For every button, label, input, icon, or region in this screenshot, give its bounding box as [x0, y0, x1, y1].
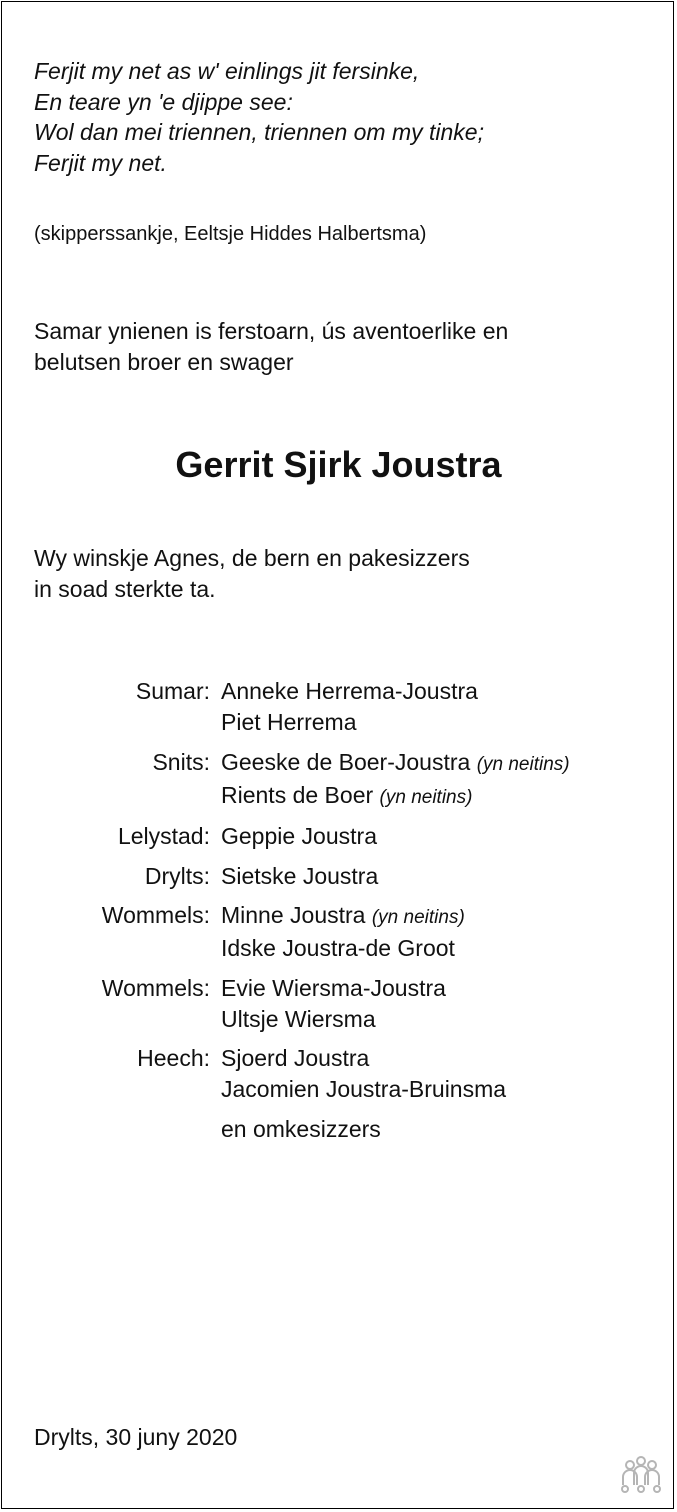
family-place: Wommels: — [101, 974, 210, 1001]
family-group — [0, 973, 677, 1035]
family-members — [221, 1043, 506, 1105]
member-name: Geeske de Boer-Joustra — [221, 748, 471, 775]
poem — [34, 56, 484, 178]
condolence-line: in soad sterkte ta. — [34, 576, 216, 602]
family-group — [0, 747, 677, 813]
place-date: Drylts, 30 juny 2020 — [34, 1424, 238, 1450]
people-group-icon — [617, 1455, 665, 1495]
family-member — [221, 821, 377, 852]
family-place: Sumar: — [135, 678, 210, 704]
family-members — [221, 676, 478, 738]
family-member — [221, 1004, 446, 1035]
condolence-text — [34, 543, 470, 605]
member-name: Minne Joustra — [221, 902, 366, 928]
poem-line: En teare yn 'e djippe see: — [34, 88, 293, 115]
poem-attribution: (skipperssankje, Eeltsje Hiddes Halbertsma) — [34, 223, 427, 245]
family-members — [221, 900, 465, 964]
member-note: (yn neitins) — [371, 907, 465, 928]
intro-text — [34, 316, 508, 378]
family-place: Wommels: — [101, 902, 210, 928]
poem-line: Wol dan mei triennen, triennen om my tinke; — [34, 119, 484, 145]
condolence-line: Wy winskje Agnes, de bern en pakesizzers — [34, 545, 470, 571]
member-note: (yn neitins) — [379, 786, 473, 808]
family-list — [0, 676, 677, 1153]
family-members — [221, 973, 446, 1035]
intro-line: Samar ynienen is ferstoarn, ús aventoerlike en — [34, 318, 509, 344]
family-place: Snits: — [152, 748, 210, 775]
member-name: Geppie Joustra — [221, 823, 377, 849]
family-group — [0, 900, 677, 964]
family-member — [221, 780, 570, 813]
family-member — [221, 973, 446, 1004]
family-group — [0, 861, 677, 892]
family-member — [221, 747, 570, 780]
family-member — [221, 900, 465, 933]
family-member — [221, 933, 465, 964]
member-name: Sjoerd Joustra — [221, 1045, 370, 1071]
family-group — [0, 821, 677, 852]
intro-line: belutsen broer en swager — [34, 349, 294, 375]
member-name: Piet Herrema — [221, 709, 357, 735]
member-name: Rients de Boer — [221, 781, 374, 808]
deceased-name: Gerrit Sjirk Joustra — [175, 444, 502, 485]
family-members — [221, 861, 378, 892]
family-member — [221, 1043, 506, 1074]
family-place: Heech: — [137, 1045, 210, 1071]
family-place: Drylts: — [144, 862, 210, 889]
member-name: Anneke Herrema-Joustra — [221, 678, 478, 704]
member-name: Idske Joustra-de Groot — [221, 935, 455, 961]
family-place: Lelystad: — [117, 823, 210, 849]
family-group — [0, 1114, 677, 1145]
family-members — [221, 821, 377, 852]
poem-line: Ferjit my net as w' einlings jit fersinke, — [34, 58, 420, 84]
family-group — [0, 1043, 677, 1105]
family-member — [221, 707, 478, 738]
family-member — [221, 1074, 506, 1105]
family-member — [221, 861, 378, 892]
family-group — [0, 676, 677, 738]
member-note: (yn neitins) — [476, 753, 570, 775]
family-member — [221, 676, 478, 707]
member-name: Ultsje Wiersma — [221, 1005, 376, 1032]
member-name: Jacomien Joustra-Bruinsma — [221, 1076, 507, 1102]
poem-line: Ferjit my net. — [34, 149, 167, 176]
closing-line: en omkesizzers — [221, 1115, 381, 1142]
member-name: Evie Wiersma-Joustra — [221, 974, 446, 1001]
member-name: Sietske Joustra — [221, 862, 379, 889]
family-members — [221, 747, 570, 813]
